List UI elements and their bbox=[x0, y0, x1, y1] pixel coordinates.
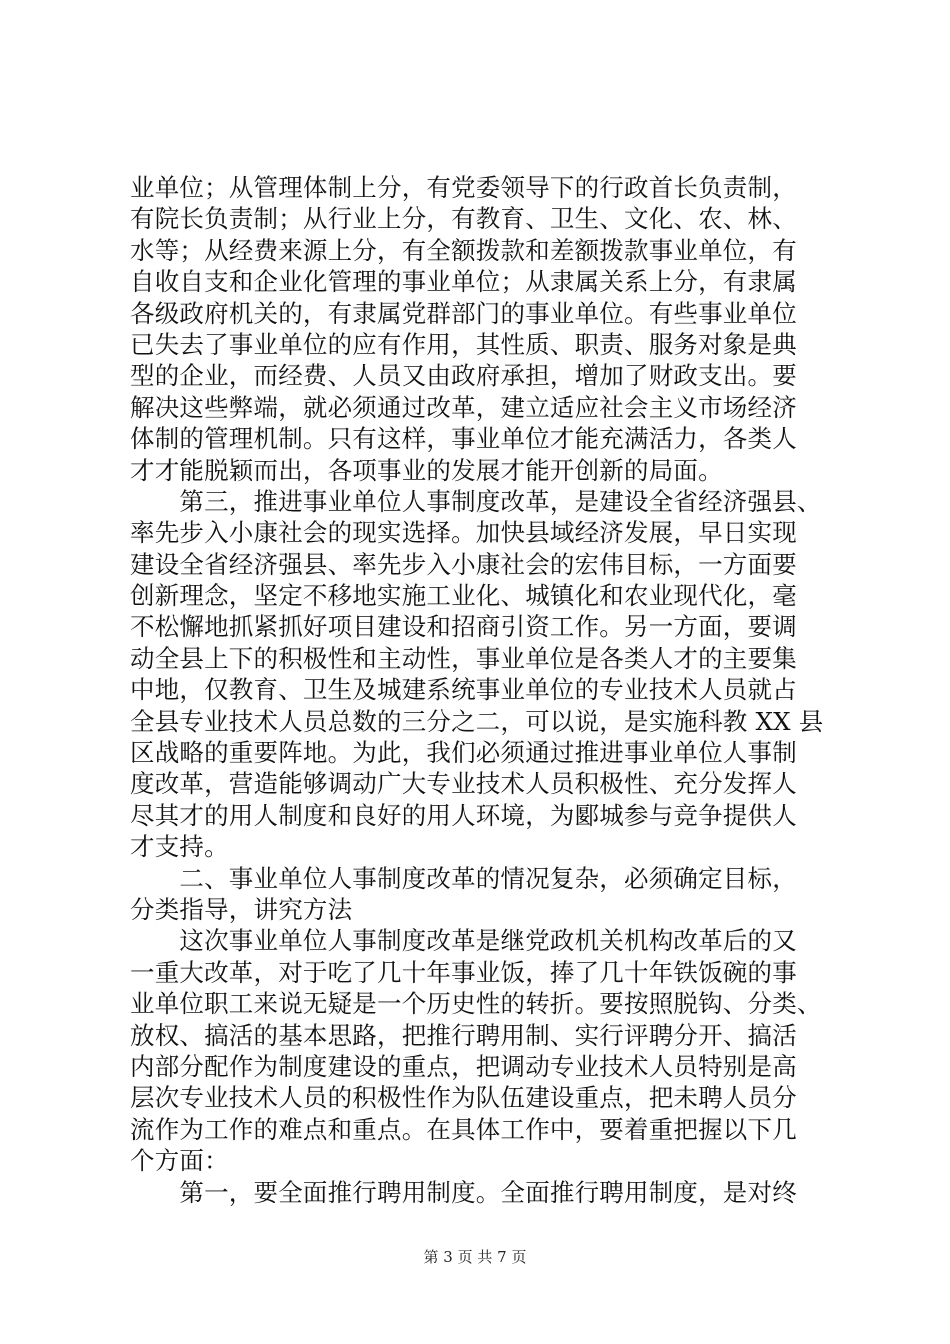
page-number-footer: 第 3 页 共 7 页 bbox=[423, 1248, 527, 1266]
text-line: 水等；从经费来源上分，有全额拨款和差额拨款事业单位，有 bbox=[130, 235, 797, 265]
text-line: 尽其才的用人制度和良好的用人环境，为郾城参与竞争提供人 bbox=[130, 800, 797, 830]
text-line: 第三，推进事业单位人事制度改革，是建设全省经济强县、 bbox=[130, 486, 822, 516]
text-line: 才支持。 bbox=[130, 832, 229, 862]
text-line: 这次事业单位人事制度改革是继党政机关机构改革后的又 bbox=[130, 926, 797, 956]
text-line: 率先步入小康社会的现实选择。加快县域经济发展，早日实现 bbox=[130, 518, 797, 548]
text-line: 才才能脱颖而出，各项事业的发展才能开创新的局面。 bbox=[130, 455, 723, 485]
text-line: 层次专业技术人员的积极性作为队伍建设重点，把未聘人员分 bbox=[130, 1083, 797, 1113]
text-line: 创新理念，坚定不移地实施工业化、城镇化和农业现代化，毫 bbox=[130, 581, 797, 611]
text-line: 区战略的重要阵地。为此，我们必须通过推进事业单位人事制 bbox=[130, 738, 797, 768]
text-line: 内部分配作为制度建设的重点，把调动专业技术人员特别是高 bbox=[130, 1051, 797, 1081]
text-line: 个方面： bbox=[130, 1146, 229, 1176]
text-line: 度改革，营造能够调动广大专业技术人员积极性、充分发挥人 bbox=[130, 769, 797, 799]
text-line: 第一，要全面推行聘用制度。全面推行聘用制度，是对终 bbox=[130, 1177, 797, 1207]
text-line: 一重大改革，对于吃了几十年事业饭，捧了几十年铁饭碗的事 bbox=[130, 957, 797, 987]
text-line: 型的企业，而经费、人员又由政府承担，增加了财政支出。要 bbox=[130, 361, 797, 391]
text-line: 分类指导，讲究方法 bbox=[130, 894, 353, 924]
text-line: 建设全省经济强县、率先步入小康社会的宏伟目标，一方面要 bbox=[130, 549, 797, 579]
text-line: 不松懈地抓紧抓好项目建设和招商引资工作。另一方面，要调 bbox=[130, 612, 797, 642]
text-line: 解决这些弊端，就必须通过改革，建立适应社会主义市场经济 bbox=[130, 392, 797, 422]
document-body bbox=[130, 172, 830, 1208]
text-line: 体制的管理机制。只有这样，事业单位才能充满活力，各类人 bbox=[130, 424, 797, 454]
text-line: 有院长负责制；从行业上分，有教育、卫生、文化、农、林、 bbox=[130, 204, 797, 234]
text-line: 中地，仅教育、卫生及城建系统事业单位的专业技术人员就占 bbox=[130, 675, 797, 705]
text-line: 二、事业单位人事制度改革的情况复杂，必须确定目标， bbox=[130, 863, 797, 893]
text-line: 业单位；从管理体制上分，有党委领导下的行政首长负责制， bbox=[130, 173, 797, 202]
text-line: 各级政府机关的，有隶属党群部门的事业单位。有些事业单位 bbox=[130, 298, 797, 328]
text-line: 流作为工作的难点和重点。在具体工作中，要着重把握以下几 bbox=[130, 1114, 797, 1144]
text-line: 放权、搞活的基本思路，把推行聘用制、实行评聘分开、搞活 bbox=[130, 1020, 797, 1050]
text-line: 动全县上下的积极性和主动性，事业单位是各类人才的主要集 bbox=[130, 643, 797, 673]
text-line: 已失去了事业单位的应有作用，其性质、职责、服务对象是典 bbox=[130, 329, 797, 359]
text-line: 全县专业技术人员总数的三分之二，可以说，是实施科教 XX 县 bbox=[130, 706, 824, 736]
text-line: 业单位职工来说无疑是一个历史性的转折。要按照脱钩、分类、 bbox=[130, 989, 822, 1019]
text-line: 自收自支和企业化管理的事业单位；从隶属关系上分，有隶属 bbox=[130, 267, 797, 297]
